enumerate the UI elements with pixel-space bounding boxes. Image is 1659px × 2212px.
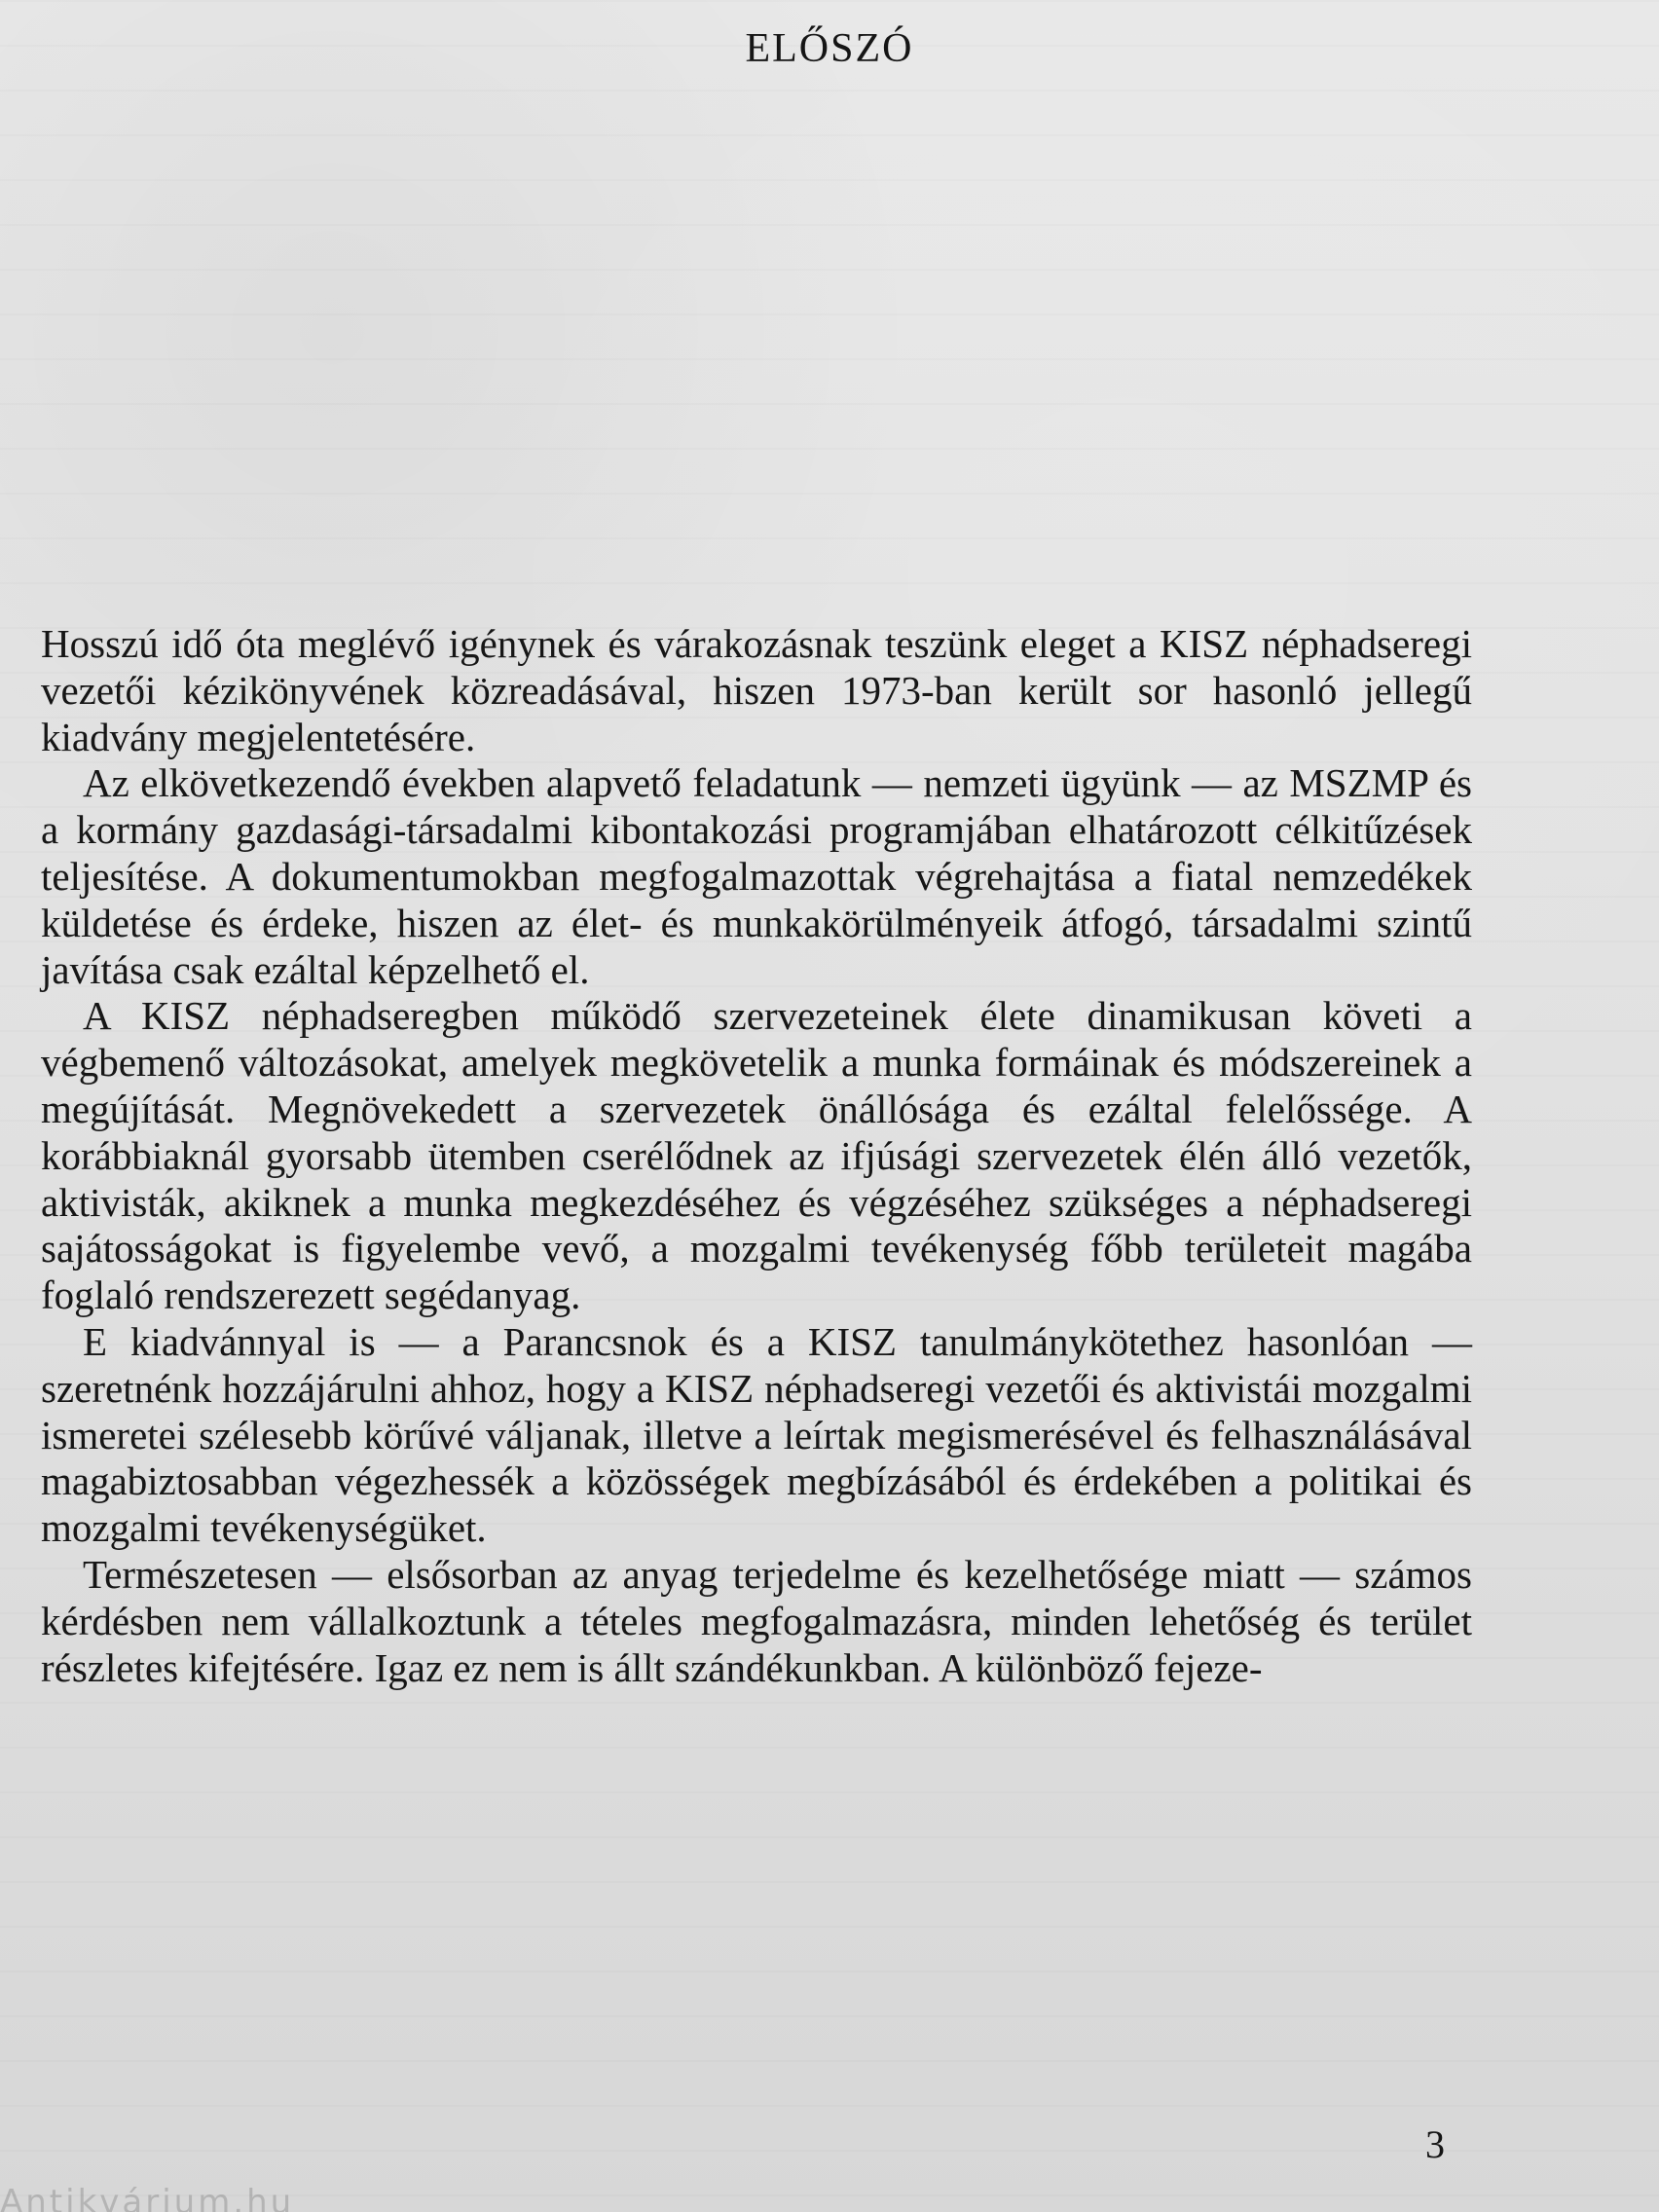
paragraph-4: E kiadvánnyal is — a Parancsnok és a KISZ tanulmánykötethez hasonlóan — szeretnénk hozzájárulni ahhoz, hogy a KISZ néphadseregi vezetői és aktivistái mozgalmi ismeretei szélesebb körűvé váljanak, illetve a leírtak megismerésével és felhasználásával magabiztosabban végezhessék a közösségek megbízásából és érdekében a politikai és mozgalmi tevékenységüket.	[41, 1318, 1472, 1551]
paragraph-3: A KISZ néphadseregben működő szervezeteinek élete dinamikusan követi a végbemenő változásokat, amelyek megkövetelik a munka formáinak és módszereinek a megújítását. Megnövekedett a szervezetek önállósága és ezáltal felelőssége. A korábbiaknál gyorsabb ütemben cserélődnek az ifjúsági szervezetek élén álló vezetők, aktivisták, akiknek a munka megkezdéséhez és végzéséhez szükséges a néphadseregi sajátosságokat is figyelembe vevő, a mozgalmi tevékenység főbb területeit magába foglaló rendszerezett segédanyag.	[41, 993, 1472, 1318]
watermark-text: Antikvárium.hu	[0, 2183, 295, 2212]
page-number: 3	[1425, 2122, 1445, 2166]
page-title: ELŐSZÓ	[745, 26, 914, 71]
paragraph-2: Az elkövetkezendő években alapvető feladatunk — nemzeti ügyünk — az MSZMP és a kormány gazdasági-társadalmi kibontakozási programjában elhatározott célkitűzések teljesítése. A dokumentumokban megfogalmazottak végrehajtása a fiatal nemzedékek küldetése és érdeke, hiszen az élet- és munkakörülményeik átfogó, társadalmi szintű javítása csak ezáltal képzelhető el.	[41, 760, 1472, 992]
page-body	[41, 621, 1472, 1691]
paragraph-5: Természetesen — elsősorban az anyag terjedelme és kezelhetősége miatt — számos kérdésben nem vállalkoztunk a tételes megfogalmazásra, minden lehetőség és terület részletes kifejtésére. Igaz ez nem is állt szándékunkban. A különböző fejeze-	[41, 1551, 1472, 1690]
watermark	[0, 2165, 467, 2212]
paragraph-1: Hosszú idő óta meglévő igénynek és várakozásnak teszünk eleget a KISZ néphadseregi vezetői kézikönyvének közreadásával, hiszen 1973-ban került sor hasonló jellegű kiadvány megjelentetésére.	[41, 621, 1472, 759]
